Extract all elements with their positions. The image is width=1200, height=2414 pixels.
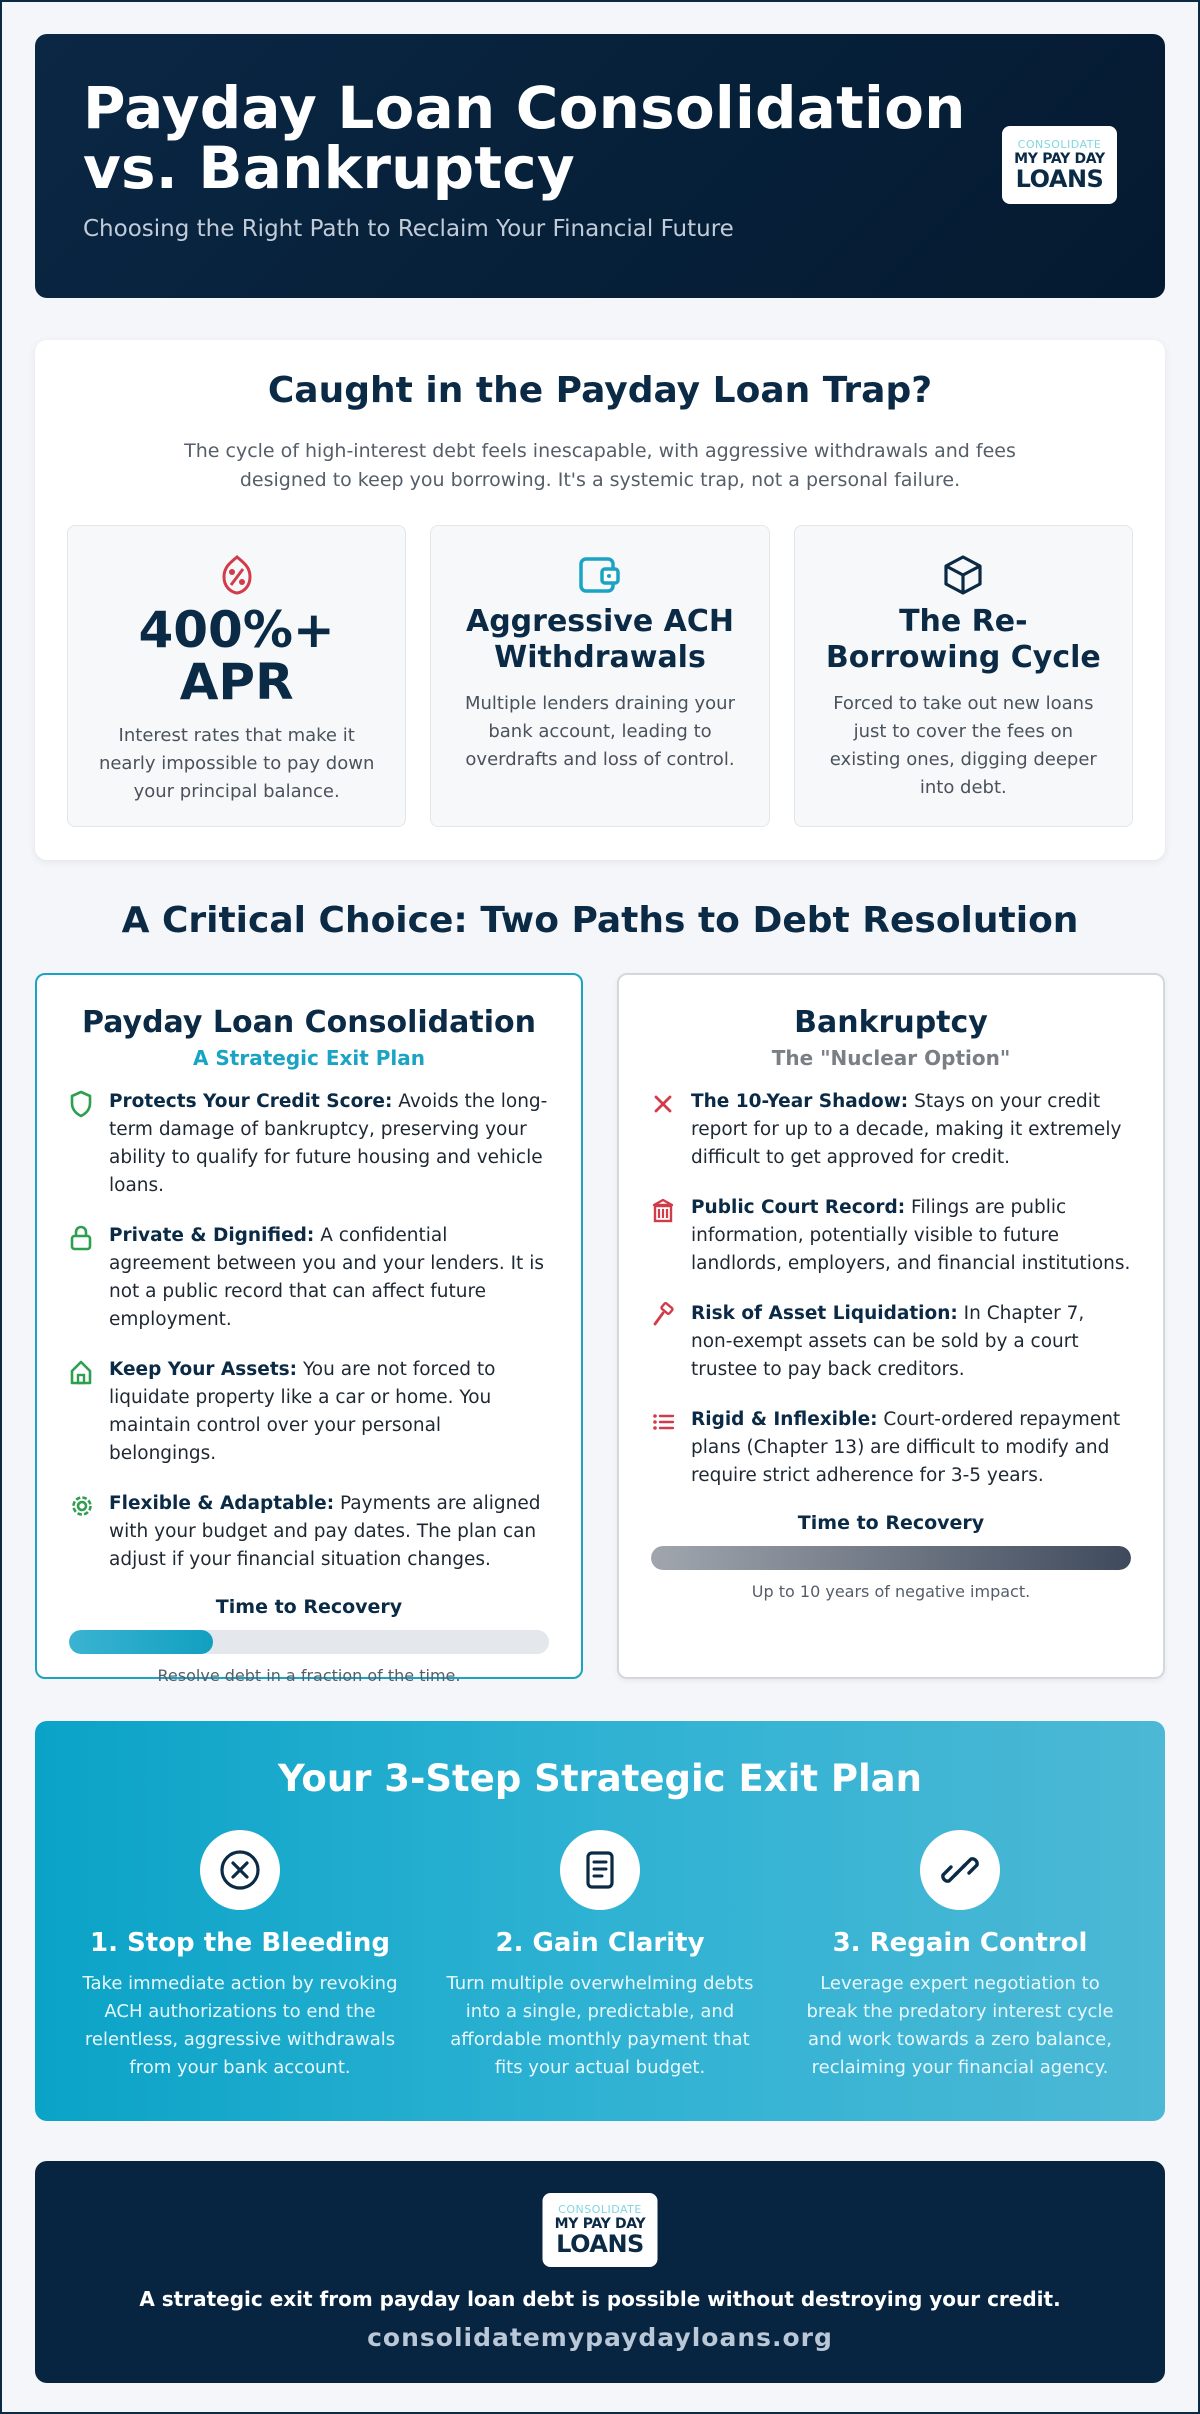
card-description: Interest rates that make it nearly impossible to pay down your principal balance. bbox=[98, 725, 375, 802]
lock-icon bbox=[69, 1222, 109, 1334]
x-icon bbox=[651, 1088, 691, 1172]
hero-header bbox=[35, 34, 1165, 298]
title-line-1: Payday Loan Consolidation bbox=[83, 74, 966, 142]
recovery-note: Resolve debt in a fraction of the time. bbox=[157, 1666, 461, 1685]
home-icon bbox=[69, 1356, 109, 1468]
bankruptcy-tagline: The "Nuclear Option" bbox=[771, 1046, 1011, 1070]
steps-section bbox=[35, 1721, 1165, 2121]
logo-line-3: LOANS bbox=[556, 2230, 644, 2258]
bankruptcy-points bbox=[651, 1088, 1131, 1490]
trap-card-ach bbox=[430, 525, 769, 827]
trap-intro: The cycle of high-interest debt feels inescapable, with aggressive withdrawals and fees designed to keep you borrowing. It's a systemic trap, not a personal failure. bbox=[184, 440, 1016, 491]
trap-card-apr bbox=[67, 525, 406, 827]
page bbox=[2, 2, 1198, 2414]
gear-icon bbox=[69, 1490, 109, 1574]
bankruptcy-title: Bankruptcy bbox=[794, 1005, 988, 1040]
consolidation-card bbox=[35, 973, 583, 1685]
apr-stat: 400%+ APR bbox=[138, 601, 335, 711]
recovery-bar-fill bbox=[69, 1630, 213, 1654]
trap-cards bbox=[67, 525, 1133, 827]
trap-section bbox=[35, 340, 1165, 860]
steps-row bbox=[75, 1830, 1125, 2082]
step-description: Turn multiple overwhelming debts into a single, predictable, and affordable monthly payment that fits your actual budget. bbox=[446, 1973, 754, 2078]
paths-comparison bbox=[35, 973, 1165, 1685]
recovery-bar-fill bbox=[651, 1546, 1131, 1570]
footer-url-link[interactable]: consolidatemypaydayloans.org bbox=[367, 2323, 833, 2352]
list-icon bbox=[651, 1406, 691, 1490]
card-title: The Re- Borrowing Cycle bbox=[825, 604, 1101, 675]
bankruptcy-card bbox=[617, 973, 1165, 1679]
recovery-note: Up to 10 years of negative impact. bbox=[751, 1582, 1031, 1601]
shield-icon bbox=[69, 1088, 109, 1200]
list-item: Protects Your Credit Score: Avoids the long-term damage of bankruptcy, preserving your ability to qualify for future housing and vehicle loans. bbox=[69, 1088, 549, 1200]
recovery-bar bbox=[69, 1630, 549, 1654]
broken-link-icon bbox=[920, 1830, 1000, 1910]
logo-line-3: LOANS bbox=[1015, 165, 1104, 193]
step-3 bbox=[795, 1830, 1125, 2082]
consolidation-tagline: A Strategic Exit Plan bbox=[192, 1046, 426, 1070]
consolidation-points bbox=[69, 1088, 549, 1574]
cancel-circle-icon bbox=[200, 1830, 280, 1910]
percent-shield-icon bbox=[90, 552, 383, 598]
card-title: Aggressive ACH Withdrawals bbox=[465, 604, 734, 675]
steps-title: Your 3-Step Strategic Exit Plan bbox=[278, 1757, 922, 1800]
title-line-2: vs. Bankruptcy bbox=[83, 134, 575, 202]
step-title: 1. Stop the Bleeding bbox=[90, 1928, 390, 1958]
document-icon bbox=[560, 1830, 640, 1910]
trap-card-reborrow bbox=[794, 525, 1133, 827]
step-title: 3. Regain Control bbox=[832, 1928, 1088, 1958]
list-item: Public Court Record: Filings are public information, potentially visible to future landlords, employers, and financial institutions. bbox=[651, 1194, 1131, 1278]
step-1 bbox=[75, 1830, 405, 2082]
logo-line-1: CONSOLIDATE bbox=[558, 2203, 642, 2216]
logo-line-2: MY PAY DAY bbox=[1014, 151, 1105, 167]
list-item: Private & Dignified: A confidential agreement between you and your lenders. It is not a public record that can affect future employment. bbox=[69, 1222, 549, 1334]
list-item: Rigid & Inflexible: Court-ordered repayment plans (Chapter 13) are difficult to modify and require strict adherence for 3-5 years. bbox=[651, 1406, 1131, 1490]
page-subtitle: Choosing the Right Path to Reclaim Your Financial Future bbox=[83, 216, 734, 242]
recovery-label: Time to Recovery bbox=[797, 1512, 985, 1534]
gavel-icon bbox=[651, 1300, 691, 1384]
card-description: Multiple lenders draining your bank account, leading to overdrafts and loss of control. bbox=[464, 693, 735, 770]
page-title bbox=[83, 74, 983, 202]
courthouse-icon bbox=[651, 1194, 691, 1278]
list-item: Flexible & Adaptable: Payments are aligned with your budget and pay dates. The plan can adjust if your financial situation changes. bbox=[69, 1490, 549, 1574]
footer-logo[interactable] bbox=[543, 2193, 658, 2267]
recovery-bar bbox=[651, 1546, 1131, 1570]
step-description: Leverage expert negotiation to break the predatory interest cycle and work towards a zero balance, reclaiming your financial agency. bbox=[806, 1973, 1114, 2078]
trap-title: Caught in the Payday Loan Trap? bbox=[267, 370, 933, 411]
step-2 bbox=[435, 1830, 765, 2082]
step-title: 2. Gain Clarity bbox=[495, 1928, 705, 1958]
footer bbox=[35, 2161, 1165, 2383]
logo-line-2: MY PAY DAY bbox=[554, 2216, 646, 2232]
recovery-label: Time to Recovery bbox=[215, 1596, 403, 1618]
list-item: The 10-Year Shadow: Stays on your credit report for up to a decade, making it extremely difficult to get approved for credit. bbox=[651, 1088, 1131, 1172]
step-description: Take immediate action by revoking ACH authorizations to end the relentless, aggressive withdrawals from your bank account. bbox=[82, 1973, 398, 2078]
consolidation-title: Payday Loan Consolidation bbox=[82, 1005, 536, 1040]
footer-tagline: A strategic exit from payday loan debt is possible without destroying your credit. bbox=[139, 2287, 1061, 2311]
cube-icon bbox=[817, 552, 1110, 598]
brand-logo[interactable] bbox=[1002, 126, 1117, 204]
list-item: Risk of Asset Liquidation: In Chapter 7, non-exempt assets can be sold by a court trustee to pay back creditors. bbox=[651, 1300, 1131, 1384]
list-item: Keep Your Assets: You are not forced to liquidate property like a car or home. You maintain control over your personal belongings. bbox=[69, 1356, 549, 1468]
logo-line-1: CONSOLIDATE bbox=[1017, 138, 1102, 151]
card-withdraw-icon bbox=[453, 552, 746, 598]
card-description: Forced to take out new loans just to cover the fees on existing ones, digging deeper into debt. bbox=[829, 693, 1097, 798]
choice-title: A Critical Choice: Two Paths to Debt Resolution bbox=[121, 900, 1079, 941]
